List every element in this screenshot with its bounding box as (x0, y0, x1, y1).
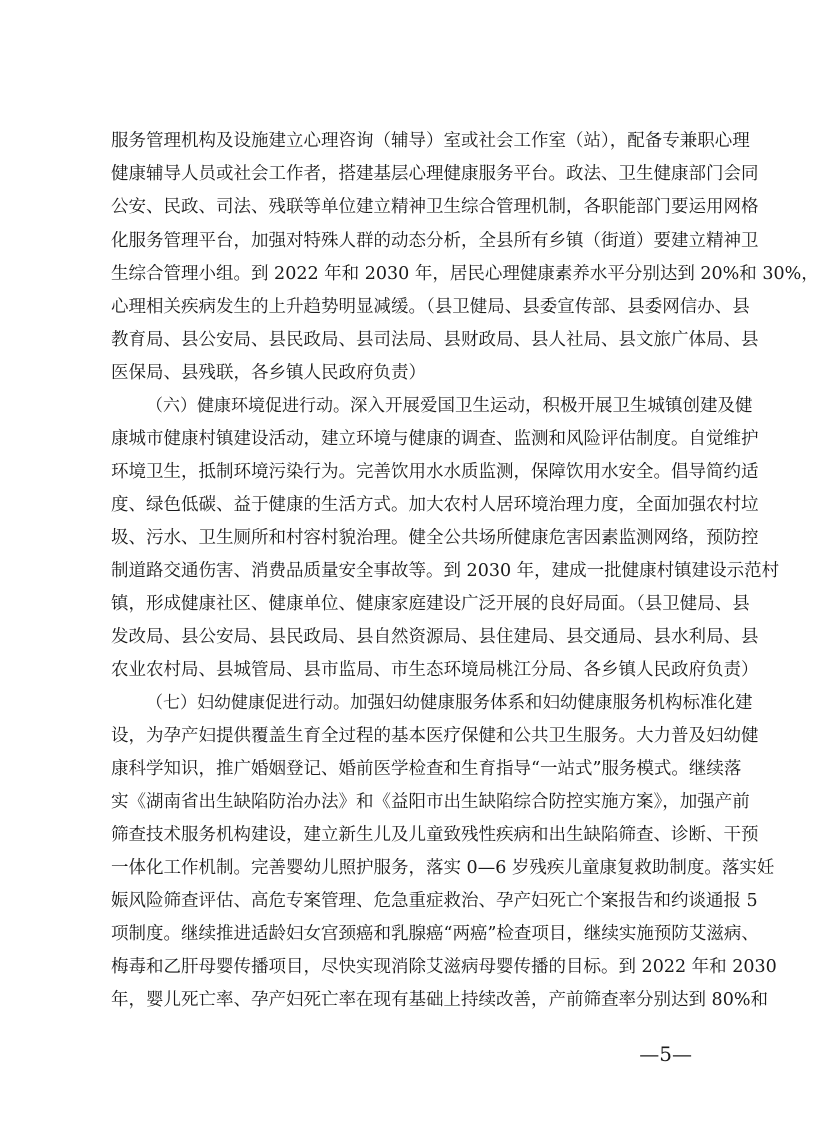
text-line: 发改局、县公安局、县民政局、县自然资源局、县住建局、县交通局、县水利局、县 (111, 627, 759, 647)
text-line: 娠风险筛查评估、高危专案管理、危急重症救治、孕产妇死亡个案报告和约谈通报 5 (111, 891, 758, 911)
text-line: 农业农村局、县城管局、县市监局、市生态环境局桃江分局、各乡镇人民政府负责） (111, 660, 759, 680)
text-line: 医保局、县残联，各乡镇人民政府负责） (111, 363, 426, 383)
text-line: 设，为孕产妇提供覆盖生育全过程的基本医疗保健和公共卫生服务。大力普及妇幼健 (111, 726, 759, 746)
text-line: 一体化工作机制。完善婴幼儿照护服务，落实 0—6 岁残疾儿童康复救助制度。落实妊 (111, 858, 775, 878)
text-line: 镇，形成健康社区、健康单位、健康家庭建设广泛开展的良好局面。（县卫健局、县 (111, 594, 750, 614)
text-line: 度、绿色低碳、益于健康的生活方式。加大农村人居环境治理力度，全面加强农村垃 (111, 495, 759, 515)
text-line (146, 691, 753, 715)
section-text: 深入开展爱国卫生运动，积极开展卫生城镇创建及健 (350, 396, 753, 416)
section-heading: （六）健康环境促进行动。 (146, 396, 350, 416)
text-line: 公安、民政、司法、残联等单位建立精神卫生综合管理机制，各职能部门要运用网格 (111, 197, 759, 217)
text-line: 年，婴儿死亡率、孕产妇死亡率在现有基础上持续改善，产前筛查率分别达到 80%和 (111, 990, 768, 1010)
text-line: 梅毒和乙肝母婴传播项目，尽快实现消除艾滋病母婴传播的目标。到 2022 年和 2030 (111, 957, 777, 977)
text-line: 项制度。继续推进适龄妇女宫颈癌和乳腺癌“两癌”检查项目，继续实施预防艾滋病、 (111, 924, 759, 944)
text-line (146, 394, 753, 418)
text-line: 化服务管理平台，加强对特殊人群的动态分析，全县所有乡镇（街道）要建立精神卫 (111, 231, 759, 251)
text-line: 教育局、县公安局、县民政局、县司法局、县财政局、县人社局、县文旅广体局、县 (111, 330, 759, 350)
section-heading: （七）妇幼健康促进行动。 (146, 693, 350, 713)
text-line: 康科学知识，推广婚姻登记、婚前医学检查和生育指导“一站式”服务模式。继续落 (111, 759, 742, 779)
text-line: 服务管理机构及设施建立心理咨询（辅导）室或社会工作室（站），配备专兼职心理 (111, 131, 750, 151)
text-line: 筛查技术服务机构建设，建立新生儿及儿童致残性疾病和出生缺陷筛查、诊断、干预 (111, 825, 759, 845)
text-line: 制道路交通伤害、消费品质量安全事故等。到 2030 年，建成一批健康村镇建设示范村 (111, 561, 780, 581)
section-text: 加强妇幼健康服务体系和妇幼健康服务机构标准化建 (350, 693, 753, 713)
text-line: 实《湖南省出生缺陷防治办法》和《益阳市出生缺陷综合防控实施方案》，加强产前 (111, 792, 750, 812)
text-line: 生综合管理小组。到 2022 年和 2030 年，居民心理健康素养水平分别达到 20%和 30%， (111, 264, 819, 284)
text-line: 圾、污水、卫生厕所和村容村貌治理。健全公共场所健康危害因素监测网络，预防控 (111, 528, 759, 548)
text-line: 心理相关疾病发生的上升趋势明显减缓。（县卫健局、县委宣传部、县委网信办、县 (111, 297, 750, 317)
text-line: 环境卫生，抵制环境污染行为。完善饮用水水质监测，保障饮用水安全。倡导简约适 (111, 462, 759, 482)
text-line: 康城市健康村镇建设活动，建立环境与健康的调查、监测和风险评估制度。自觉维护 (111, 429, 759, 449)
page-number: —5— (639, 1042, 692, 1066)
text-line: 健康辅导人员或社会工作者，搭建基层心理健康服务平台。政法、卫生健康部门会同 (111, 164, 759, 184)
